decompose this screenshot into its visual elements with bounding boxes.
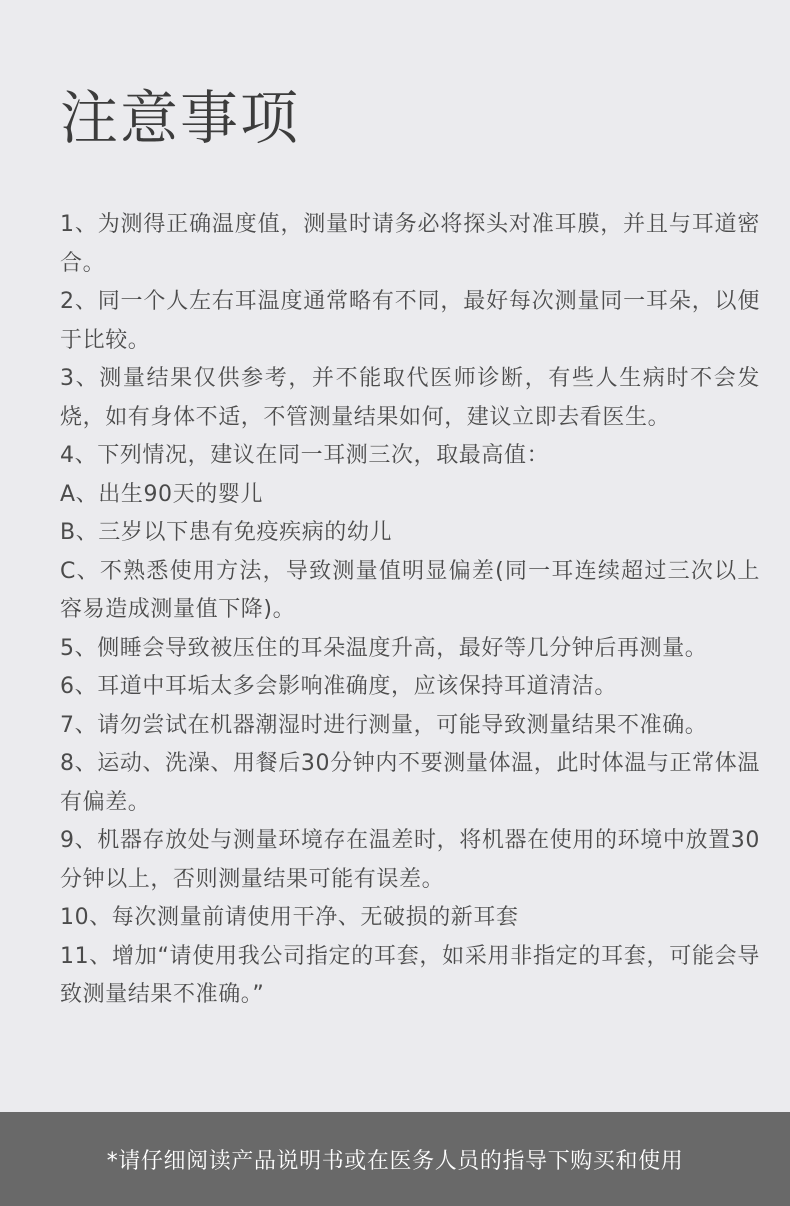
page-title: 注意事项 xyxy=(60,84,301,152)
note-item-6: 6、耳道中耳垢太多会影响准确度，应该保持耳道清洁。 xyxy=(60,674,617,699)
footer-disclaimer: *请仔细阅读产品说明书或在医务人员的指导下购买和使用 xyxy=(106,1148,684,1174)
notes-list xyxy=(60,206,760,1015)
note-item-2: 2、同一个人左右耳温度通常略有不同，最好每次测量同一耳朵，以便于比较。 xyxy=(60,289,760,353)
note-item-4a: A、出生90天的婴儿 xyxy=(60,481,264,507)
note-item-1: 1、为测得正确温度值，测量时请务必将探头对准耳膜，并且与耳道密合。 xyxy=(60,212,760,276)
note-item-8: 8、运动、洗澡、用餐后30分钟内不要测量体温，此时体温与正常体温有偏差。 xyxy=(60,751,760,815)
note-item-10: 10、每次测量前请使用干净、无破损的新耳套 xyxy=(60,905,519,930)
note-item-4: 4、下列情况，建议在同一耳测三次，取最高值： xyxy=(60,443,550,468)
note-item-5: 5、侧睡会导致被压住的耳朵温度升高，最好等几分钟后再测量。 xyxy=(60,635,708,661)
note-item-4c: C、不熟悉使用方法，导致测量值明显偏差(同一耳连续超过三次以上容易造成测量值下降)。 xyxy=(60,558,760,622)
note-item-4b: B、三岁以下患有免疫疾病的幼儿 xyxy=(60,520,393,545)
note-item-3: 3、测量结果仅供参考，并不能取代医师诊断，有些人生病时不会发烧，如有身体不适，不管测量结果如何，建议立即去看医生。 xyxy=(60,366,760,430)
note-item-9: 9、机器存放处与测量环境存在温差时，将机器在使用的环境中放置30分钟以上，否则测量结果可能有误差。 xyxy=(60,828,760,892)
note-item-7: 7、请勿尝试在机器潮湿时进行测量，可能导致测量结果不准确。 xyxy=(60,712,708,738)
footer-banner xyxy=(0,1112,790,1206)
note-item-11: 11、增加“请使用我公司指定的耳套，如采用非指定的耳套，可能会导致测量结果不准确。” xyxy=(60,943,760,1007)
